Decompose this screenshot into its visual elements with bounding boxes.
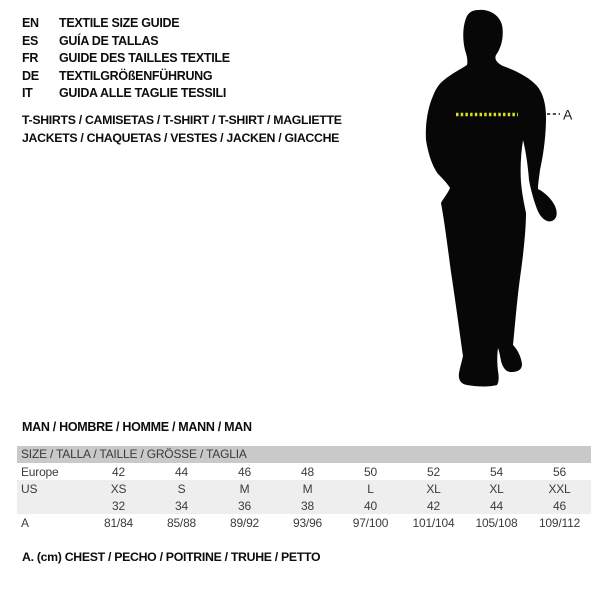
- man-silhouette: [426, 10, 557, 387]
- language-code: DE: [22, 68, 39, 83]
- size-cell: 109/112: [538, 515, 581, 530]
- table-header-row: [17, 446, 591, 463]
- size-cell: L: [339, 480, 402, 497]
- language-title: TEXTILGRÖßENFÜHRUNG: [59, 68, 213, 83]
- size-cell: 46: [238, 464, 251, 479]
- size-cell: 54: [490, 464, 503, 479]
- size-cell: M: [276, 480, 339, 497]
- size-cell: M: [213, 480, 276, 497]
- size-cell: 34: [150, 497, 213, 514]
- language-title: GUIDE DES TAILLES TEXTILE: [59, 51, 230, 65]
- size-cell: 48: [301, 464, 314, 479]
- table-row-us-numeric: [17, 497, 591, 514]
- table-row-chest-cm: [17, 514, 591, 531]
- size-cell: 36: [213, 497, 276, 514]
- measure-label-a: A: [563, 106, 573, 123]
- language-code: FR: [22, 51, 39, 65]
- size-cell: 32: [87, 497, 150, 514]
- size-cell: 105/108: [475, 515, 518, 530]
- size-cell: 42: [112, 464, 125, 479]
- size-cell: 85/88: [166, 515, 197, 530]
- size-cell: 93/96: [292, 515, 323, 530]
- section-heading-man: MAN / HOMBRE / HOMME / MANN / MAN: [22, 420, 252, 434]
- table-header-label: SIZE / TALLA / TAILLE / GRÖSSE / TAGLIA: [17, 446, 591, 463]
- language-code: IT: [22, 86, 33, 100]
- category-line-jackets: JACKETS / CHAQUETAS / VESTES / JACKEN / GIACCHE: [22, 131, 340, 145]
- size-cell: S: [150, 480, 213, 497]
- language-code: ES: [22, 33, 39, 48]
- measurement-footnote: A. (cm) CHEST / PECHO / POITRINE / TRUHE / PETTO: [22, 550, 321, 564]
- size-cell: 81/84: [103, 515, 134, 530]
- category-line-tshirts: T-SHIRTS / CAMISETAS / T-SHIRT / T-SHIRT / MAGLIETTE: [22, 113, 342, 127]
- size-cell: XXL: [528, 480, 591, 497]
- row-label: US: [17, 480, 87, 497]
- size-cell: XL: [402, 480, 465, 497]
- table-row-europe: [17, 463, 591, 480]
- size-table: [17, 446, 591, 531]
- size-cell: 101/104: [412, 515, 455, 530]
- size-cell: 44: [175, 464, 188, 479]
- language-title: GUIDA ALLE TAGLIE TESSILI: [59, 86, 227, 100]
- size-cell: XS: [87, 480, 150, 497]
- language-title: GUÍA DE TALLAS: [59, 33, 159, 48]
- size-cell: XL: [465, 480, 528, 497]
- size-cell: 44: [465, 497, 528, 514]
- size-cell: 50: [364, 464, 377, 479]
- size-cell: 46: [528, 497, 591, 514]
- table-row-us: [17, 480, 591, 497]
- size-cell: 97/100: [352, 515, 389, 530]
- size-cell: 56: [553, 464, 566, 479]
- size-cell: 89/92: [229, 515, 260, 530]
- row-label: A: [21, 515, 29, 530]
- size-cell: 42: [402, 497, 465, 514]
- row-label: [17, 497, 87, 514]
- language-title: TEXTILE SIZE GUIDE: [59, 16, 180, 30]
- size-cell: 40: [339, 497, 402, 514]
- language-code: EN: [22, 16, 39, 30]
- size-cell: 38: [276, 497, 339, 514]
- row-label: Europe: [21, 464, 59, 479]
- size-cell: 52: [427, 464, 440, 479]
